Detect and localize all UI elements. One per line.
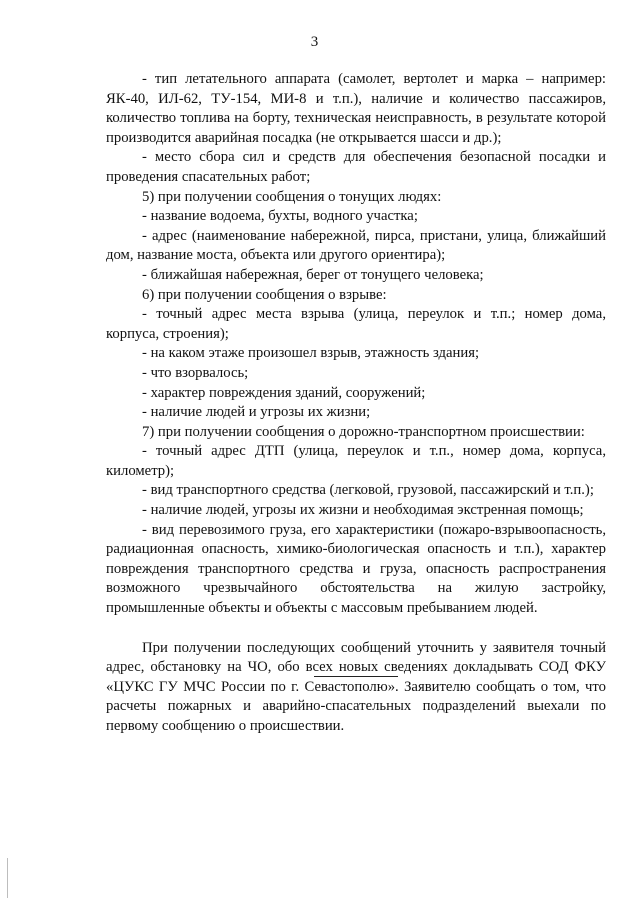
- document-body: [106, 70, 606, 737]
- paragraph-building-damage: - характер повреждения зданий, сооружений;: [142, 384, 426, 401]
- paragraph-nearest-embankment: - ближайшая набережная, берег от тонущего человека;: [142, 266, 484, 283]
- paragraph-people-help: - наличие людей, угрозы их жизни и необходимая экстренная помощь;: [142, 502, 584, 519]
- paragraph-accident-address: - точный адрес ДТП (улица, переулок и т.п., номер дома, корпуса, километр);: [106, 443, 606, 479]
- paragraph-cargo-characteristics: - вид перевозимого груза, его характеристики (пожаро-взрывоопасность, радиационная опасность, химико-биологическая опасность и т.п.), характер повреждения транспортного средства и груза, опасность распространения возможного чрезвычайного обстоятельства на жилую застройку, промышленные объекты и объекты с массовым пребыванием людей.: [106, 521, 606, 617]
- paragraph-what-exploded: - что взорвалось;: [142, 364, 249, 381]
- paragraph-explosion-heading: 6) при получении сообщения о взрыве:: [142, 286, 387, 303]
- paragraph-aircraft-type: - тип летательного аппарата (самолет, вертолет и марка – например: ЯК-40, ИЛ-62, ТУ-154, МИ-8 и т.п.), наличие и количество пассажиров, количество топлива на борту, техническая неисправность, в результате которой производится аварийная посадка (не открывается шасси и др.);: [106, 71, 606, 146]
- paragraph-people-threat: - наличие людей и угрозы их жизни;: [142, 404, 371, 421]
- paragraph-drowning-heading: 5) при получении сообщения о тонущих людях:: [142, 188, 442, 205]
- closing-rule: [314, 676, 398, 677]
- paragraph-gathering-point: - место сбора сил и средств для обеспечения безопасной посадки и проведения спасательных работ;: [106, 149, 606, 185]
- paragraph-explosion-address: - точный адрес места взрыва (улица, переулок и т.п.; номер дома, корпуса, строения);: [106, 306, 606, 342]
- paragraph-explosion-floor: - на каком этаже произошел взрыв, этажность здания;: [142, 345, 480, 362]
- scan-edge-mark: [7, 858, 8, 898]
- page-number: 3: [310, 34, 319, 50]
- paragraph-water-body-name: - название водоема, бухты, водного участка;: [142, 208, 418, 225]
- paragraph-traffic-heading: 7) при получении сообщения о дорожно-транспортном происшествии:: [142, 423, 585, 440]
- paragraph-vehicle-type: - вид транспортного средства (легковой, грузовой, пассажирский и т.п.);: [142, 482, 594, 499]
- paragraph-drowning-address: - адрес (наименование набережной, пирса, пристани, улица, ближайший дом, название моста, объекта или другого ориентира);: [106, 227, 606, 264]
- paragraph-follow-up-instructions: При получении последующих сообщений уточнить у заявителя точный адрес, обстановку на ЧО, обо всех новых сведениях докладывать СОД ФКУ «ЦУКС ГУ МЧС России по г. Севастополю». Заявителю сообщать о том, что расчеты пожарных и аварийно-спасательных подразделений выехали по первому сообщению о происшествии.: [106, 639, 606, 734]
